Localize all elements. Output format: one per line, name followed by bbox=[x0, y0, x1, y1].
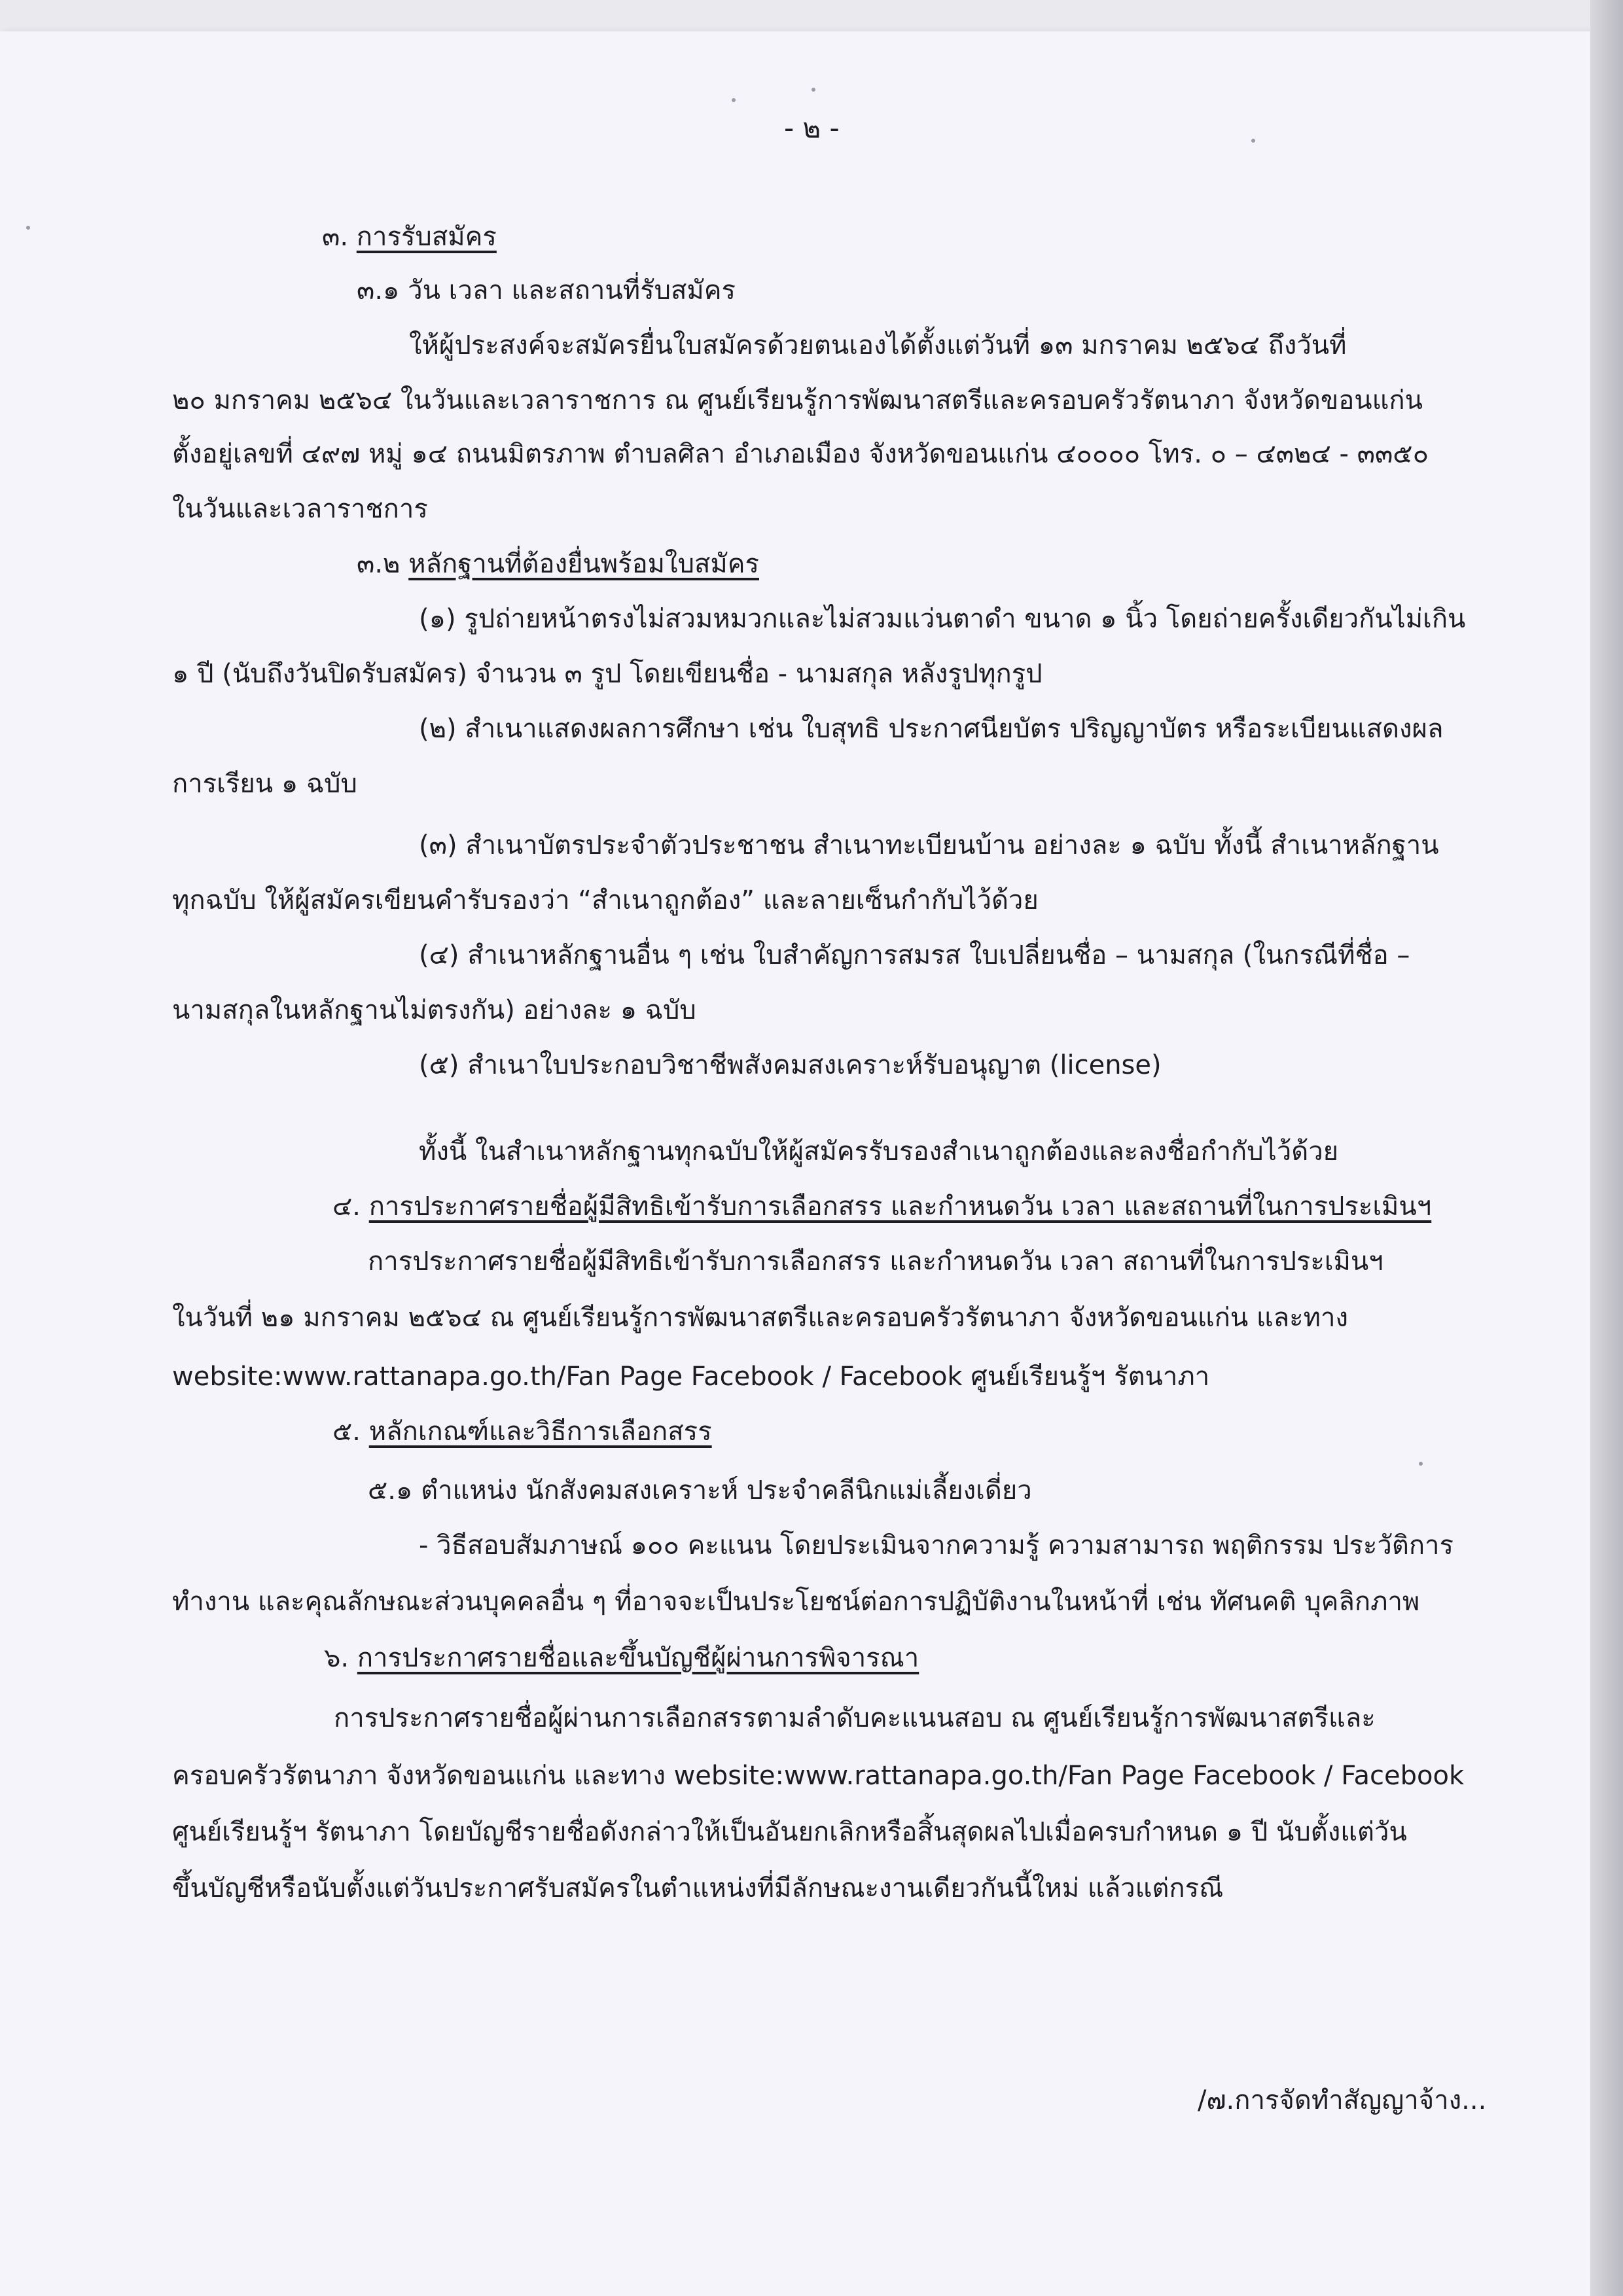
scan-edge-shadow bbox=[1590, 0, 1623, 2296]
scan-speck bbox=[812, 88, 815, 92]
section-3-title: การรับสมัคร bbox=[356, 222, 497, 252]
paragraph-line: (๑) รูปถ่ายหน้าตรงไม่สวมหมวกและไม่สวมแว่นตาดำ ขนาด ๑ นิ้ว โดยถ่ายครั้งเดียวกันไม่เกิน bbox=[419, 604, 1466, 634]
section-3-2-number: ๓.๒ bbox=[357, 549, 401, 579]
paragraph-line: (๓) สำเนาบัตรประจำตัวประชาชน สำเนาทะเบียนบ้าน อย่างละ ๑ ฉบับ ทั้งนี้ สำเนาหลักฐาน bbox=[419, 830, 1439, 860]
paragraph-line: การประกาศรายชื่อผู้ผ่านการเลือกสรรตามลำดับคะแนนสอบ ณ ศูนย์เรียนรู้การพัฒนาสตรีและ bbox=[334, 1703, 1376, 1733]
section-5-number: ๕. bbox=[332, 1417, 361, 1447]
paragraph-line: ทำงาน และคุณลักษณะส่วนบุคคลอื่น ๆ ที่อาจจะเป็นประโยชน์ต่อการปฏิบัติงานในหน้าที่ เช่น ทัศนคติ บุคลิกภาพ bbox=[172, 1587, 1420, 1617]
section-3-number: ๓. bbox=[322, 222, 349, 252]
paragraph-line: ในวันและเวลาราชการ bbox=[172, 494, 428, 524]
paragraph-line: ทุกฉบับ ให้ผู้สมัครเขียนคำรับรองว่า “สำเนาถูกต้อง” และลายเซ็นกำกับไว้ด้วย bbox=[172, 885, 1039, 915]
paragraph-line: ตั้งอยู่เลขที่ ๔๙๗ หมู่ ๑๔ ถนนมิตรภาพ ตำบลศิลา อำเภอเมือง จังหวัดขอนแก่น ๔๐๐๐๐ โทร. ๐ – ๔๓๒๔ - ๓๓๕๐ bbox=[172, 439, 1429, 469]
paragraph-line: การเรียน ๑ ฉบับ bbox=[172, 769, 357, 799]
paragraph-line: ศูนย์เรียนรู้ฯ รัตนาภา โดยบัญชีรายชื่อดังกล่าวให้เป็นอันยกเลิกหรือสิ้นสุดผลไปเมื่อครบกำหนด ๑ ปี นับตั้งแต่วัน bbox=[172, 1817, 1407, 1847]
section-4-heading bbox=[332, 1187, 1431, 1226]
section-3-2-title: หลักฐานที่ต้องยื่นพร้อมใบสมัคร bbox=[408, 549, 759, 579]
paragraph-line: ให้ผู้ประสงค์จะสมัครยื่นใบสมัครด้วยตนเองได้ตั้งแต่วันที่ ๑๓ มกราคม ๒๕๖๔ ถึงวันที่ bbox=[409, 330, 1347, 361]
paragraph-line: (๕) สำเนาใบประกอบวิชาชีพสังคมสงเคราะห์รับอนุญาต (license) bbox=[419, 1050, 1162, 1080]
section-6-title: การประกาศรายชื่อและขึ้นบัญชีผู้ผ่านการพิจารณา bbox=[357, 1643, 919, 1673]
scan-speck bbox=[26, 226, 30, 230]
paragraph-line: ในวันที่ ๒๑ มกราคม ๒๕๖๔ ณ ศูนย์เรียนรู้การพัฒนาสตรีและครอบครัวรัตนาภา จังหวัดขอนแก่น และทาง bbox=[172, 1303, 1349, 1333]
page-number: - ๒ - bbox=[784, 112, 840, 144]
section-5-heading bbox=[332, 1412, 712, 1451]
continuation-note: /๗.การจัดทำสัญญาจ้าง... bbox=[1198, 2085, 1487, 2115]
scan-speck bbox=[1251, 139, 1255, 143]
section-5-title: หลักเกณฑ์และวิธีการเลือกสรร bbox=[368, 1417, 712, 1447]
scan-speck bbox=[732, 98, 736, 102]
paragraph-line: ๒๐ มกราคม ๒๕๖๔ ในวันและเวลาราชการ ณ ศูนย์เรียนรู้การพัฒนาสตรีและครอบครัวรัตนาภา จังหวัดขอนแก่น bbox=[172, 385, 1423, 415]
paragraph-line: ทั้งนี้ ในสำเนาหลักฐานทุกฉบับให้ผู้สมัครรับรองสำเนาถูกต้องและลงชื่อกำกับไว้ด้วย bbox=[419, 1137, 1339, 1167]
paragraph-line: (๔) สำเนาหลักฐานอื่น ๆ เช่น ใบสำคัญการสมรส ใบเปลี่ยนชื่อ – นามสกุล (ในกรณีที่ชื่อ – bbox=[419, 940, 1410, 970]
paragraph-line: - วิธีสอบสัมภาษณ์ ๑๐๐ คะแนน โดยประเมินจากความรู้ ความสามารถ พฤติกรรม ประวัติการ bbox=[419, 1530, 1454, 1561]
paragraph-line: การประกาศรายชื่อผู้มีสิทธิเข้ารับการเลือกสรร และกำหนดวัน เวลา สถานที่ในการประเมินฯ bbox=[368, 1246, 1383, 1277]
paragraph-line: (๒) สำเนาแสดงผลการศึกษา เช่น ใบสุทธิ ประกาศนียบัตร ปริญญาบัตร หรือระเบียนแสดงผล bbox=[419, 714, 1444, 744]
section-4-title: การประกาศรายชื่อผู้มีสิทธิเข้ารับการเลือกสรร และกำหนดวัน เวลา และสถานที่ในการประเมินฯ bbox=[368, 1192, 1432, 1222]
paragraph-line: ๑ ปี (นับถึงวันปิดรับสมัคร) จำนวน ๓ รูป โดยเขียนชื่อ - นามสกุล หลังรูปทุกรูป bbox=[172, 659, 1043, 689]
section-3-2-heading bbox=[357, 544, 759, 584]
section-4-number: ๔. bbox=[332, 1192, 361, 1222]
section-6-heading bbox=[324, 1638, 919, 1678]
section-3-heading bbox=[322, 217, 497, 256]
section-3-1-heading: ๓.๑ วัน เวลา และสถานที่รับสมัคร bbox=[357, 275, 736, 306]
paragraph-line: ครอบครัวรัตนาภา จังหวัดขอนแก่น และทาง website:www.rattanapa.go.th/Fan Page Facebook / Facebook bbox=[172, 1761, 1465, 1791]
paragraph-line: ขึ้นบัญชีหรือนับตั้งแต่วันประกาศรับสมัครในตำแหน่งที่มีลักษณะงานเดียวกันนี้ใหม่ แล้วแต่กรณี bbox=[172, 1873, 1224, 1903]
paragraph-line: website:www.rattanapa.go.th/Fan Page Facebook / Facebook ศูนย์เรียนรู้ฯ รัตนาภา bbox=[172, 1362, 1210, 1392]
paragraph-line: นามสกุลในหลักฐานไม่ตรงกัน) อย่างละ ๑ ฉบับ bbox=[172, 995, 696, 1025]
scan-speck bbox=[1419, 1462, 1423, 1466]
section-6-number: ๖. bbox=[324, 1643, 349, 1673]
section-5-1-heading: ๕.๑ ตำแหน่ง นักสังคมสงเคราะห์ ประจำคลีนิกแม่เลี้ยงเดี่ยว bbox=[368, 1475, 1032, 1506]
